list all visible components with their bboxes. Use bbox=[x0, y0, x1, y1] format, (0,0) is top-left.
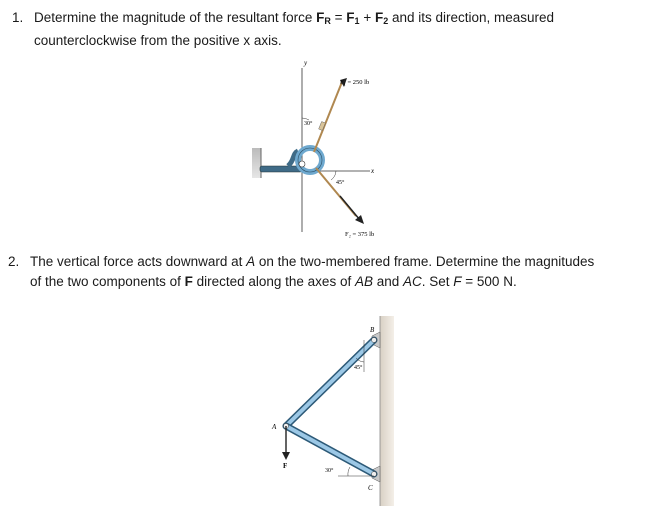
f2-symbol: F bbox=[374, 10, 384, 25]
label-a: A bbox=[272, 423, 277, 431]
fr-subscript: R bbox=[324, 16, 331, 26]
plus-sign: + bbox=[359, 10, 375, 25]
problem-2-text-g: = 500 N. bbox=[461, 274, 517, 289]
point-a-ref: A bbox=[246, 254, 256, 269]
force-f-var: F bbox=[453, 274, 462, 289]
problem-1-number: 1. bbox=[12, 10, 24, 25]
force-f2 bbox=[375, 10, 388, 25]
f1-label: F₁ = 250 lb bbox=[340, 79, 370, 86]
problem-1-line-2: counterclockwise from the positive x axis. bbox=[34, 33, 282, 48]
pin-b bbox=[372, 338, 377, 343]
angle-30-arc bbox=[302, 118, 309, 120]
figure-1-eyebolt bbox=[240, 56, 410, 246]
problem-2-text-b: on the two-membered frame. Determine the magnitudes bbox=[255, 254, 595, 269]
label-f: F bbox=[283, 462, 288, 470]
wall bbox=[252, 148, 261, 178]
member-ab-highlight bbox=[286, 340, 374, 426]
problem-2-text-e: and bbox=[372, 274, 403, 289]
force-f-arrowhead bbox=[282, 452, 290, 460]
problem-2-line-1 bbox=[8, 252, 648, 272]
f2-label: F₂ = 375 lb bbox=[345, 231, 375, 238]
problem-2-line-2 bbox=[8, 272, 648, 292]
bolt-shank bbox=[260, 166, 302, 172]
problem-2-number: 2. bbox=[8, 254, 20, 269]
f1-turnbuckle bbox=[319, 122, 326, 131]
force-f1 bbox=[346, 10, 359, 25]
fr-symbol: F bbox=[316, 10, 325, 25]
problem-1-line-1 bbox=[12, 8, 642, 31]
member-ac-ref: AC bbox=[403, 274, 422, 289]
y-axis-label: y bbox=[304, 59, 308, 67]
problem-2-text-f: . Set bbox=[421, 274, 454, 289]
member-ab-ref: AB bbox=[354, 274, 373, 289]
equals-sign: = bbox=[330, 10, 347, 25]
angle-30-label: 30° bbox=[304, 121, 313, 127]
angle-30-label: 30° bbox=[325, 468, 334, 474]
problem-1 bbox=[12, 8, 642, 51]
problem-2-text-a: The vertical force acts downward at bbox=[30, 254, 247, 269]
label-c: C bbox=[368, 484, 373, 492]
angle-45-label: 45° bbox=[336, 180, 345, 186]
angle-45-arc bbox=[331, 171, 336, 180]
problem-2-text-d: directed along the axes of bbox=[192, 274, 355, 289]
f2-subscript: 2 bbox=[383, 16, 389, 26]
origin-marker bbox=[299, 161, 305, 167]
force-fr bbox=[316, 10, 331, 25]
problem-2-text-c: of the two components of bbox=[30, 274, 185, 289]
f2-shaft bbox=[340, 196, 360, 220]
problem-1-text-end: and its direction, measured bbox=[388, 10, 555, 25]
wall bbox=[380, 316, 394, 506]
f1-symbol: F bbox=[346, 10, 355, 25]
f1-chain bbox=[314, 82, 342, 152]
member-ac-highlight bbox=[286, 426, 374, 474]
figure-2-frame bbox=[268, 310, 408, 510]
problem-1-text: Determine the magnitude of the resultant force bbox=[34, 10, 317, 25]
label-b: B bbox=[370, 326, 375, 334]
f1-subscript: 1 bbox=[354, 16, 360, 26]
force-f-bold: F bbox=[184, 274, 193, 289]
problem-2 bbox=[8, 252, 648, 292]
x-axis-label: x bbox=[371, 167, 375, 175]
angle-30-arc bbox=[348, 467, 350, 476]
angle-45-label: 45° bbox=[354, 365, 363, 371]
